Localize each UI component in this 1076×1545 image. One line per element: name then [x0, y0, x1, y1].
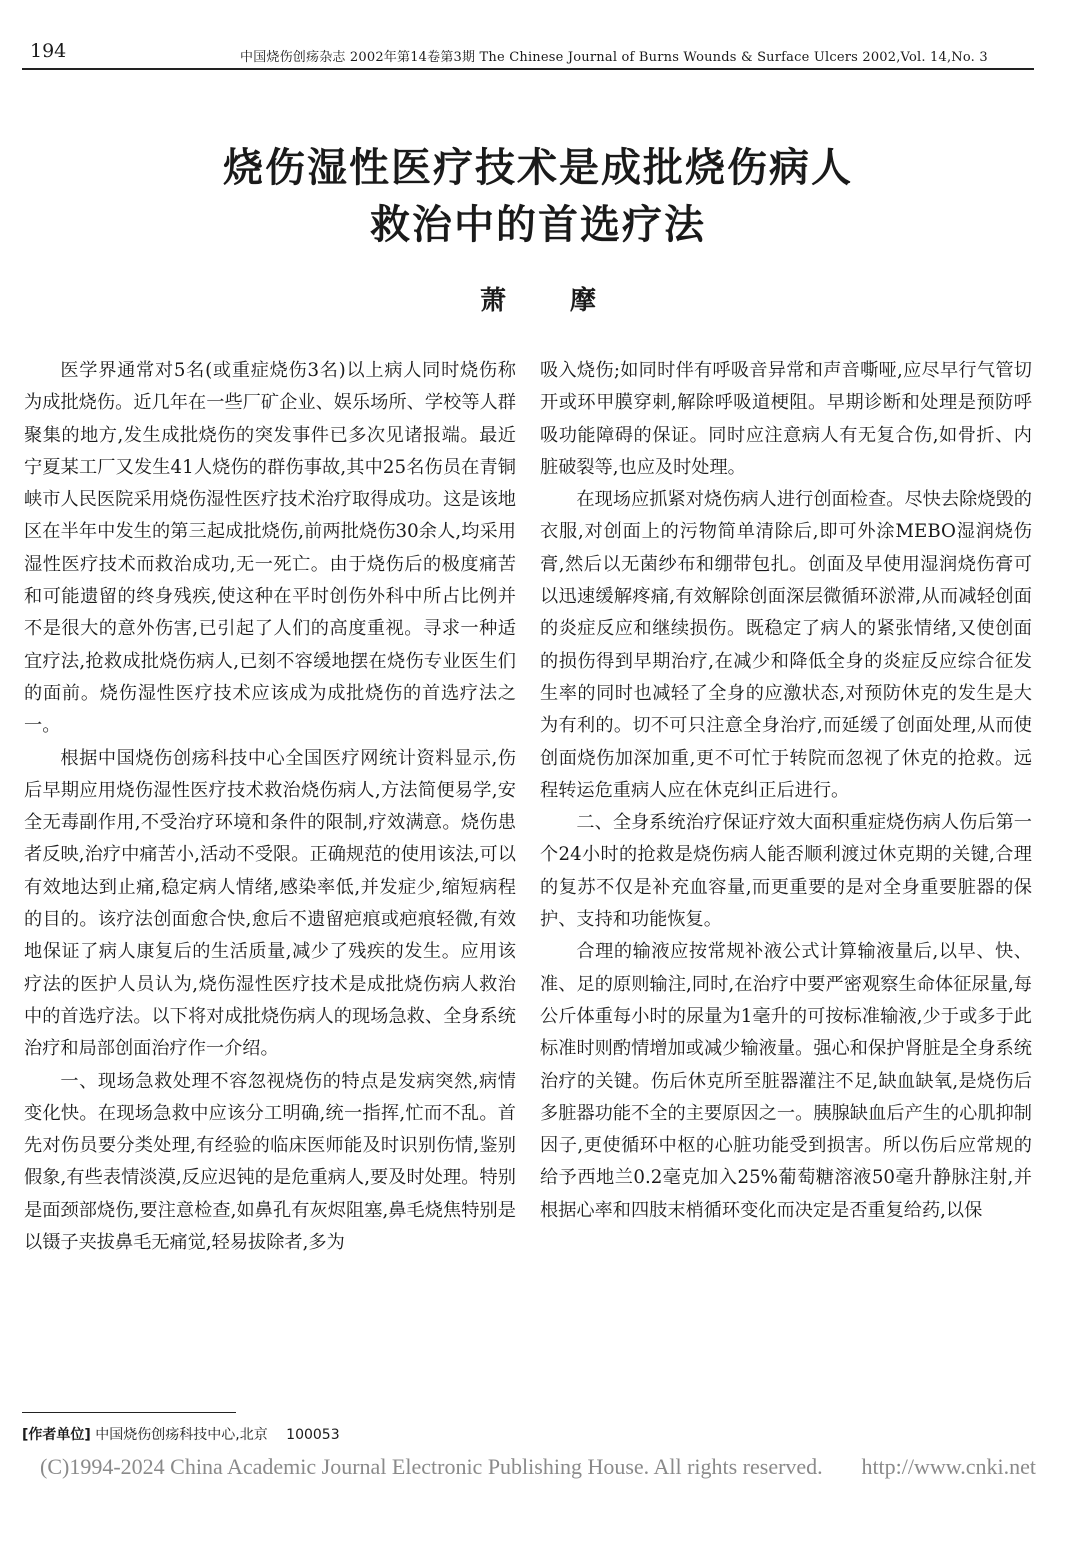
author-affiliation [22, 1424, 340, 1444]
paragraph: 医学界通常对5名(或重症烧伤3名)以上病人同时烧伤称为成批烧伤。近几年在一些厂矿企业、娱乐场所、学校等人群聚集的地方,发生成批烧伤的突发事件已多次见诸报端。最近宁夏某工厂又发生41人烧伤的群伤事故,其中25名伤员在青铜峡市人民医院采用烧伤湿性医疗技术治疗取得成功。这是该地区在半年中发生的第三起成批烧伤,前两批烧伤30余人,均采用湿性医疗技术而救治成功,无一死亡。由于烧伤后的极度痛苦和可能遗留的终身残疾,使这种在平时创伤外科中所占比例并不是很大的意外伤害,已引起了人们的高度重视。寻求一种适宜疗法,抢救成批烧伤病人,已刻不容缓地摆在烧伤专业医生们的面前。烧伤湿性医疗技术应该成为成批烧伤的首选疗法之一。 [24, 360, 516, 737]
header-rule [22, 68, 1034, 70]
author-name: 萧摩 [479, 286, 660, 316]
title-line-1: 烧伤湿性医疗技术是成批烧伤病人 [223, 145, 853, 191]
paragraph: 在现场应抓紧对烧伤病人进行创面检查。尽快去除烧毁的衣服,对创面上的污物简单清除后,即可外涂MEBO湿润烧伤膏,然后以无菌纱布和绷带包扎。创面及早使用湿润烧伤膏可以迅速缓解疼痛,有效解除创面深层微循环淤滞,从而减轻创面的炎症反应和继续损伤。既稳定了病人的紧张情绪,又使创面的损伤得到早期治疗,在减少和降低全身的炎症反应综合征发生率的同时也减轻了全身的应激状态,对预防休克的发生是大为有利的。切不可只注意全身治疗,而延缓了创面处理,从而使创面烧伤加深加重,更不可忙于转院而忽视了休克的抢救。远程转运危重病人应在休克纠正后进行。 [540, 489, 1032, 801]
copyright-text: (C)1994-2024 China Academic Journal Electronic Publishing House. All rights reserved. [40, 1454, 823, 1479]
paragraph: 一、现场急救处理不容忽视烧伤的特点是发病突然,病情变化快。在现场急救中应该分工明确,统一指挥,忙而不乱。首先对伤员要分类处理,有经验的临床医师能及时识别伤情,鉴别假象,有些表情淡漠,反应迟钝的是危重病人,要及时处理。特别是面颈部烧伤,要注意检查,如鼻孔有灰烬阻塞,鼻毛烧焦特别是以镊子夹拔鼻毛无痛觉,轻易拔除者,多为 [24, 1070, 516, 1254]
paragraph: 吸入烧伤;如同时伴有呼吸音异常和声音嘶哑,应尽早行气管切开或环甲膜穿刺,解除呼吸道梗阻。早期诊断和处理是预防呼吸功能障碍的保证。同时应注意病人有无复合伤,如骨折、内脏破裂等,也应及时处理。 [540, 360, 1032, 478]
article-title [0, 140, 1076, 254]
running-header: 中国烧伤创疡杂志 2002年第14卷第3期 The Chinese Journal of Burns Wounds & Surface Ulcers 2002,Vol. 14,No. 3 [240, 50, 988, 65]
postal-code: 100053 [286, 1427, 340, 1443]
footnote-rule [22, 1412, 236, 1413]
right-column [540, 355, 1032, 1227]
affiliation-label: [作者单位] [22, 1427, 91, 1443]
copyright-watermark [40, 1454, 1036, 1480]
watermark-url: http://www.cnki.net [861, 1454, 1036, 1479]
paragraph: 根据中国烧伤创疡科技中心全国医疗网统计资料显示,伤后早期应用烧伤湿性医疗技术救治烧伤病人,方法简便易学,安全无毒副作用,不受治疗环境和条件的限制,疗效满意。烧伤患者反映,治疗中痛苦小,活动不受限。正确规范的使用该法,可以有效地达到止痛,稳定病人情绪,感染率低,并发症少,缩短病程的目的。该疗法创面愈合快,愈后不遗留疤痕或疤痕轻微,有效地保证了病人康复后的生活质量,减少了残疾的发生。应用该疗法的医护人员认为,烧伤湿性医疗技术是成批烧伤病人救治中的首选疗法。以下将对成批烧伤病人的现场急救、全身系统治疗和局部创面治疗作一介绍。 [24, 747, 516, 1060]
paragraph: 合理的输液应按常规补液公式计算输液量后,以早、快、准、足的原则输注,同时,在治疗中要严密观察生命体征尿量,每公斤体重每小时的尿量为1毫升的可按标准输液,少于或多于此标准时则酌情增加或减少输液量。强心和保护肾脏是全身系统治疗的关键。伤后休克所至脏器灌注不足,缺血缺氧,是烧伤后多脏器功能不全的主要原因之一。胰腺缺血后产生的心肌抑制因子,更使循环中枢的心脏功能受到损害。所以伤后应常规的给予西地兰0.2毫克加入25%葡萄糖溶液50毫升静脉注射,并根据心率和四肢末梢循环变化而决定是否重复给药,以保 [540, 941, 1032, 1221]
affiliation-text: 中国烧伤创疡科技中心,北京 [95, 1427, 268, 1443]
title-line-2: 救治中的首选疗法 [370, 202, 706, 248]
left-column [24, 355, 516, 1259]
paragraph: 二、全身系统治疗保证疗效大面积重症烧伤病人伤后第一个24小时的抢救是烧伤病人能否顺利渡过休克期的关键,合理的复苏不仅是补充血容量,而更重要的是对全身重要脏器的保护、支持和功能恢复。 [540, 812, 1032, 931]
page-number: 194 [30, 40, 67, 62]
